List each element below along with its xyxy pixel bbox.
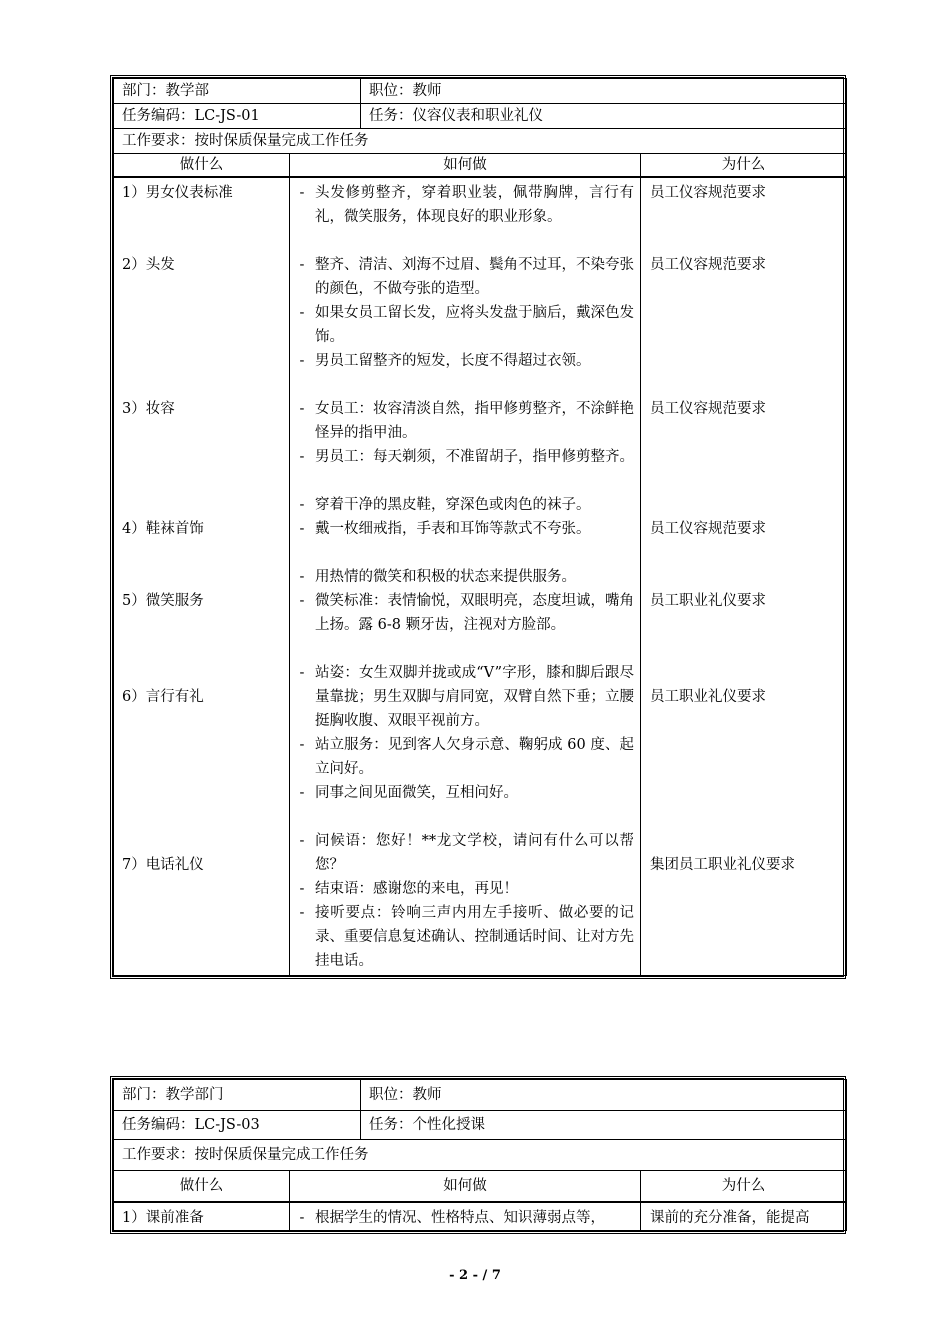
what-item: 6）言行有礼 <box>122 689 204 705</box>
how-item: - 戴一枚细戒指，手表和耳饰等款式不夸张。 <box>299 521 591 537</box>
why-item: 员工职业礼仪要求 <box>650 593 766 609</box>
what-item: 4）鞋袜首饰 <box>122 521 204 537</box>
how-column <box>290 1202 641 1231</box>
task-name-cell: 任务：个性化授课 <box>361 1111 847 1140</box>
why-item: 集团员工职业礼仪要求 <box>650 857 795 873</box>
work-requirement-cell: 工作要求：按时保质保量完成工作任务 <box>114 129 847 154</box>
what-item: 7）电话礼仪 <box>122 857 204 873</box>
how-item: - 站姿：女生双脚并拢或成“V”字形，膝和脚后跟尽量靠拢；男生双脚与肩同宽，双臂自然下垂；立腰挺胸收腹、双眼平视前方。 <box>299 665 634 729</box>
how-column <box>290 177 641 976</box>
col-header-how: 如何做 <box>290 1171 641 1203</box>
task-name-cell: 任务：仪容仪表和职业礼仪 <box>361 104 847 129</box>
how-item: - 微笑标准：表情愉悦，双眼明亮，态度坦诚，嘴角上扬。露 6-8 颗牙齿，注视对方脸部。 <box>299 593 634 633</box>
how-item: - 结束语：感谢您的来电，再见！ <box>299 881 518 897</box>
work-requirement-cell: 工作要求：按时保质保量完成工作任务 <box>114 1140 847 1171</box>
why-item: 员工仪容规范要求 <box>650 257 766 273</box>
how-item: - 同事之间见面微笑，互相问好。 <box>299 785 518 801</box>
what-item: 3）妆容 <box>122 401 175 417</box>
how-item: - 女员工：妆容清淡自然，指甲修剪整齐，不涂鲜艳怪异的指甲油。 <box>299 401 634 441</box>
what-item: 1）男女仪表标准 <box>122 185 233 201</box>
what-column <box>114 177 290 976</box>
how-item: - 站立服务：见到客人欠身示意、鞠躬成 60 度、起立问好。 <box>299 737 634 777</box>
col-header-what: 做什么 <box>114 1171 290 1203</box>
page-number: - 2 - / 7 <box>449 1268 501 1283</box>
position-cell: 职位：教师 <box>361 1080 847 1111</box>
how-item: - 根据学生的情况、性格特点、知识薄弱点等， <box>299 1210 605 1226</box>
why-item: 员工职业礼仪要求 <box>650 689 766 705</box>
how-item: - 穿着干净的黑皮鞋，穿深色或肉色的袜子。 <box>299 497 591 513</box>
dept-cell: 部门：教学部 <box>114 79 361 104</box>
position-cell: 职位：教师 <box>361 79 847 104</box>
col-header-how: 如何做 <box>290 154 641 178</box>
task-table-1 <box>110 75 846 979</box>
why-item: 员工仪容规范要求 <box>650 521 766 537</box>
task-code-cell: 任务编码：LC-JS-03 <box>114 1111 361 1140</box>
how-item: - 男员工留整齐的短发，长度不得超过衣领。 <box>299 353 591 369</box>
how-item: - 整齐、清洁、刘海不过眉、鬓角不过耳，不染夸张的颜色，不做夸张的造型。 <box>299 257 634 297</box>
how-item: - 头发修剪整齐，穿着职业装，佩带胸牌，言行有礼，微笑服务，体现良好的职业形象。 <box>299 185 634 225</box>
dept-cell: 部门：教学部门 <box>114 1080 361 1111</box>
what-item: 2）头发 <box>122 257 175 273</box>
col-header-what: 做什么 <box>114 154 290 178</box>
how-item: - 接听要点：铃响三声内用左手接听、做必要的记录、重要信息复述确认、控制通话时间、让对方先挂电话。 <box>299 905 634 969</box>
what-item: 1）课前准备 <box>114 1202 290 1231</box>
col-header-why: 为什么 <box>641 154 847 178</box>
why-item: 员工仪容规范要求 <box>650 401 766 417</box>
how-item: - 问候语：您好！**龙文学校，请问有什么可以帮您？ <box>299 833 634 873</box>
why-item: 员工仪容规范要求 <box>650 185 766 201</box>
why-item: 课前的充分准备，能提高 <box>641 1202 847 1231</box>
task-code-cell: 任务编码：LC-JS-01 <box>114 104 361 129</box>
what-item: 5）微笑服务 <box>122 593 204 609</box>
how-item: - 男员工：每天剃须，不准留胡子，指甲修剪整齐。 <box>299 449 634 465</box>
how-item: - 如果女员工留长发，应将头发盘于脑后，戴深色发饰。 <box>299 305 634 345</box>
how-item: - 用热情的微笑和积极的状态来提供服务。 <box>299 569 576 585</box>
col-header-why: 为什么 <box>641 1171 847 1203</box>
why-column <box>641 177 847 976</box>
task-table-2 <box>110 1076 846 1234</box>
